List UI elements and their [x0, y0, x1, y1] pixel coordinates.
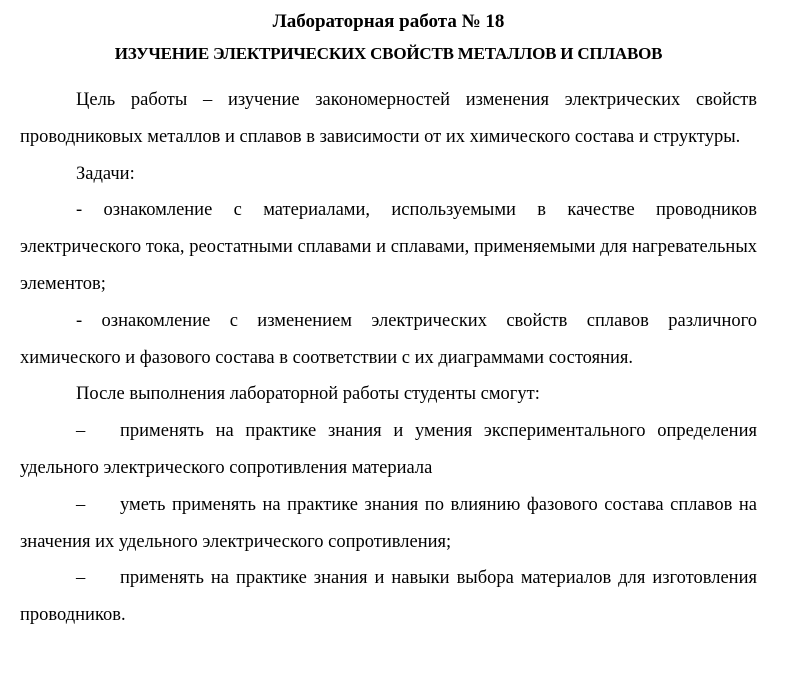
dash-marker: – — [76, 421, 86, 442]
dash-marker: – — [76, 568, 86, 589]
dash-marker: – — [76, 494, 86, 515]
main-title: ИЗУЧЕНИЕ ЭЛЕКТРИЧЕСКИХ СВОЙСТВ МЕТАЛЛОВ И СПЛАВОВ — [114, 44, 663, 63]
goal-paragraph: Цель работы – изучение закономерностей изменения электрических свойств проводниковых металлов и сплавов в зависимости от их химического состава и структуры. — [20, 90, 757, 147]
outcome-text: уметь применять на практике знания по влиянию фазового состава сплавов на значения их удельного электрического сопротивления; — [20, 494, 757, 552]
task-item: - ознакомление с материалами, используемыми в качестве проводников электрического тока, реостатными сплавами и сплавами, применяемыми для нагревательных элементов; — [20, 200, 757, 294]
outcome-item — [20, 560, 757, 634]
outcome-item — [20, 487, 757, 561]
outcome-text: применять на практике знания и навыки выбора материалов для изготовления проводников. — [20, 568, 757, 626]
document-page — [20, 8, 757, 634]
outcome-item — [20, 413, 757, 487]
outcome-text: применять на практике знания и умения экспериментального определения удельного электрического сопротивления материала — [20, 421, 757, 478]
task-item: - ознакомление с изменением электрических свойств сплавов различного химического и фазового состава в соответствии с их диаграммами состояния. — [20, 310, 757, 368]
outcomes-heading: После выполнения лабораторной работы студенты смогут: — [76, 384, 540, 405]
document-body — [20, 82, 757, 634]
tasks-heading: Задачи: — [76, 163, 135, 184]
lab-title: Лабораторная работа № 18 — [272, 11, 505, 32]
